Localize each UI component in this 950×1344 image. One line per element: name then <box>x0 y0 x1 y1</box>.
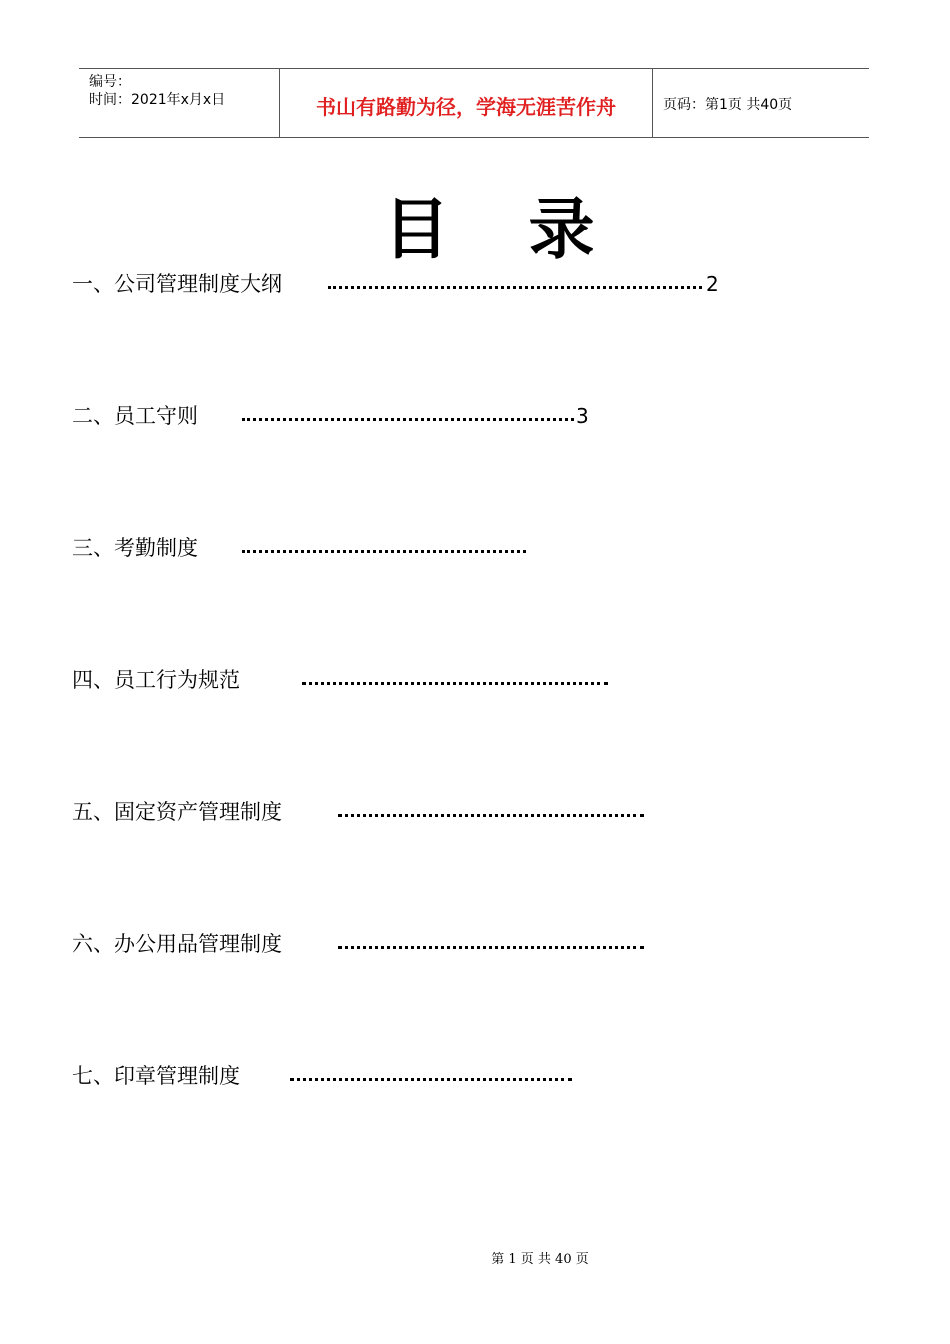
toc-item-label: 五、固定资产管理制度 <box>72 800 282 824</box>
toc-page-number: 2 <box>706 272 719 296</box>
toc-item-label: 三、考勤制度 <box>72 536 198 560</box>
toc-dot-leader <box>328 286 702 289</box>
toc-item-label: 二、员工守则 <box>72 404 198 428</box>
toc-item-label: 四、员工行为规范 <box>72 668 240 692</box>
toc-item-label: 一、公司管理制度大纲 <box>72 272 282 296</box>
toc-dot-leader <box>290 1078 572 1081</box>
document-number: 编号： <box>89 74 131 90</box>
toc-dot-leader <box>302 682 608 685</box>
page-title: 目 录 <box>383 190 623 268</box>
header-page-info: 页码：第1页 共40页 <box>663 97 793 113</box>
document-date: 时间：2021年x月x日 <box>89 92 226 108</box>
toc-dot-leader <box>338 814 644 817</box>
toc-item-label: 七、印章管理制度 <box>72 1064 240 1088</box>
toc-item-label: 六、办公用品管理制度 <box>72 932 282 956</box>
toc-dot-leader <box>242 550 526 553</box>
motto: 书山有路勤为径，学海无涯苦作舟 <box>316 95 616 119</box>
toc-dot-leader <box>242 418 574 421</box>
page-footer: 第 1 页 共 40 页 <box>491 1252 589 1267</box>
toc-page-number: 3 <box>576 404 589 428</box>
toc-dot-leader <box>338 946 644 949</box>
